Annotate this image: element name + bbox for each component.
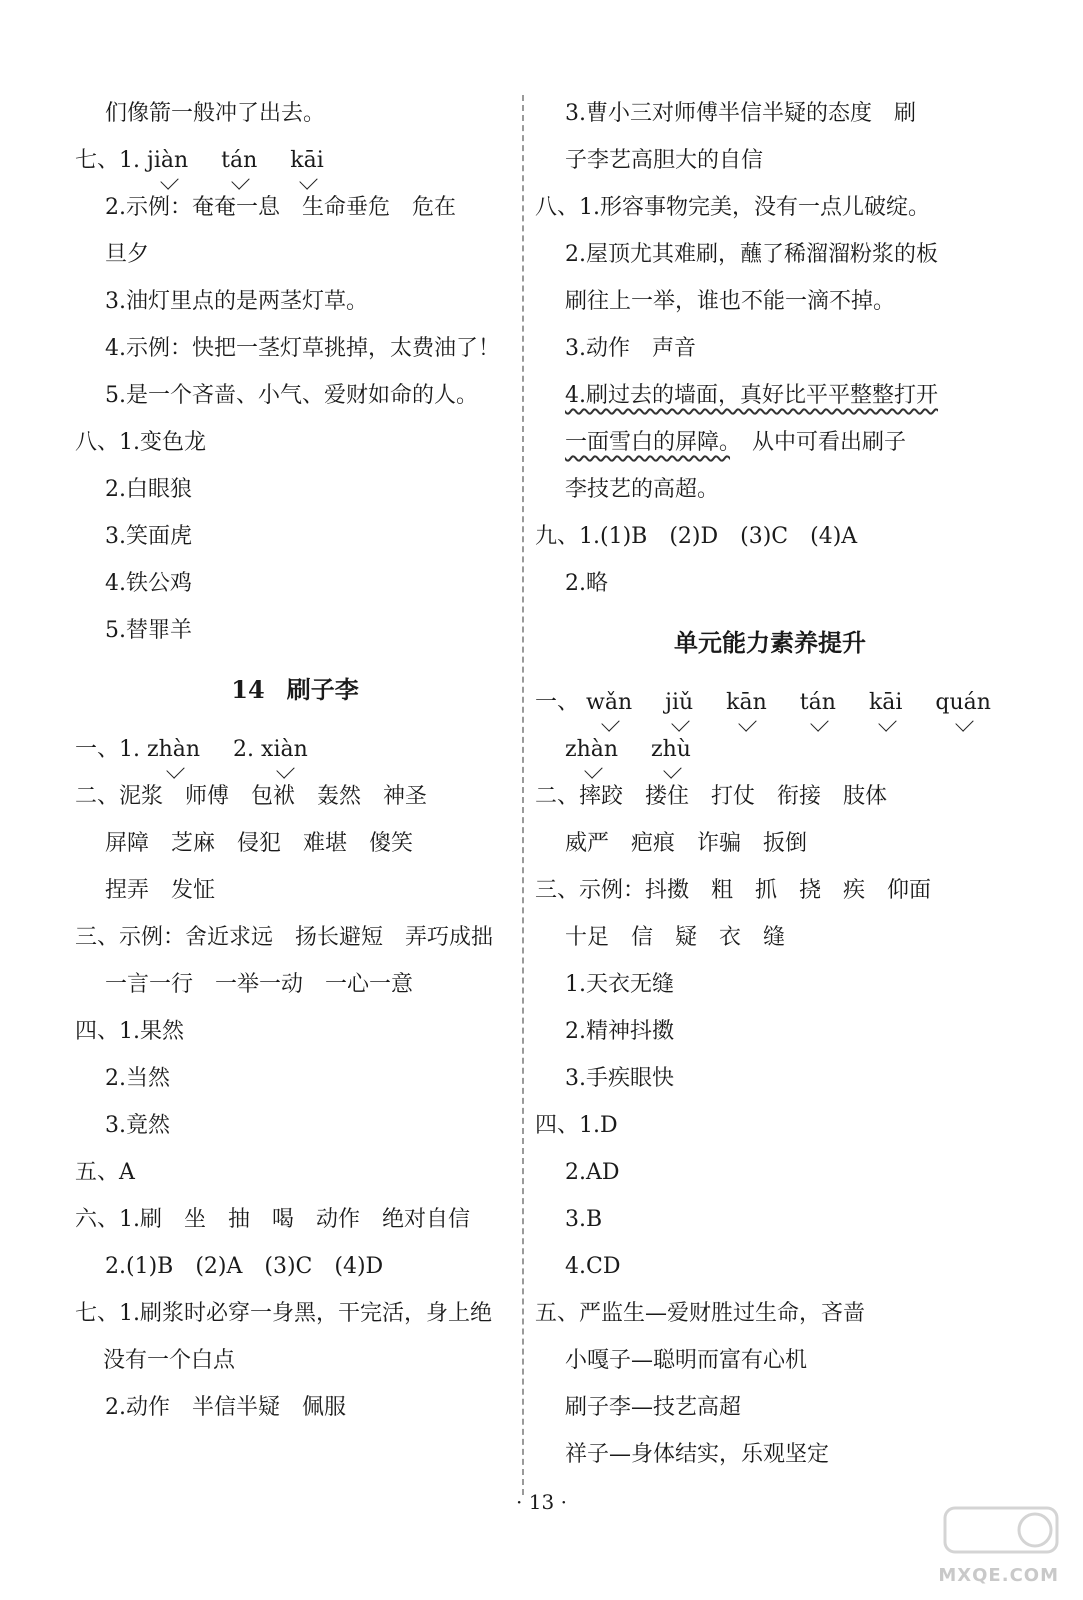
answer-line: 2.动作 半信半疑 佩服 xyxy=(105,1395,346,1420)
answer-line: 3.笑面虎 xyxy=(105,524,192,549)
answer-line: 捏弄 发怔 xyxy=(105,878,216,903)
pinyin-answer: xiàn xyxy=(261,726,308,773)
pinyin-answer: kān xyxy=(726,679,767,726)
answer-line: 们像箭一般冲了出去。 xyxy=(105,101,326,126)
answer-line: 2.精神抖擞 xyxy=(565,1019,674,1044)
pinyin-answer: jiàn xyxy=(147,137,188,184)
answer-line: 4.示例：快把一茎灯草挑掉，太费油了！ xyxy=(105,336,500,361)
answer-line: 屏障 芝麻 侵犯 难堪 傻笑 xyxy=(105,831,414,856)
answer-line: 3.手疾眼快 xyxy=(565,1066,674,1091)
right-column xyxy=(535,90,1005,1478)
answer-line: 十足 信 疑 衣 缝 xyxy=(565,925,786,950)
answer-line: 3.曹小三对师傅半信半疑的态度 刷 xyxy=(565,101,916,126)
answer-line: 3.竟然 xyxy=(105,1113,170,1138)
item-number: 七、1. xyxy=(75,148,140,173)
pinyin-answer: kāi xyxy=(869,679,902,726)
pinyin-answer: tán xyxy=(800,679,836,726)
answer-line: 旦夕 xyxy=(105,242,150,267)
lesson-number: 14 xyxy=(231,675,265,704)
answer-line: 2.略 xyxy=(565,571,608,596)
wavy-underlined-text: 4.刷过去的墙面，真好比平平整整打开 xyxy=(565,383,938,408)
item-number: 一、1. xyxy=(75,737,140,762)
answer-line: 四、1.D xyxy=(535,1113,618,1138)
pinyin-answer: zhù xyxy=(651,726,691,773)
answer-line: 5.是一个吝啬、小气、爱财如命的人。 xyxy=(105,383,478,408)
answer-line: 2.屋顶尤其难刷，蘸了稀溜溜粉浆的板 xyxy=(565,242,938,267)
section-heading xyxy=(75,654,515,726)
lesson-title: 刷子李 xyxy=(286,676,359,704)
watermark-stamp-icon xyxy=(905,1500,1065,1560)
item-number: 一、 xyxy=(535,690,580,715)
answer-line: 1.天衣无缝 xyxy=(565,972,674,997)
answer-line: 五、严监生—爱财胜过生命，吝啬 xyxy=(535,1301,866,1326)
answer-line: 威严 疤痕 诈骗 扳倒 xyxy=(565,831,808,856)
answer-line: 三、示例：舍近求远 扬长避短 弄巧成拙 xyxy=(75,925,494,950)
answer-line: 刷子李—技艺高超 xyxy=(565,1395,742,1420)
answer-line: 没有一个白点 xyxy=(103,1348,236,1373)
answer-line: 2.示例：奄奄一息 生命垂危 危在 xyxy=(105,195,456,220)
answer-line: 祥子—身体结实，乐观坚定 xyxy=(565,1442,830,1467)
answer-line: 小嘎子—聪明而富有心机 xyxy=(565,1348,808,1373)
pinyin-answer: tán xyxy=(221,137,257,184)
answer-line: 2.当然 xyxy=(105,1066,170,1091)
pinyin-answer: quán xyxy=(935,679,991,726)
pinyin-answer: zhàn xyxy=(565,726,618,773)
answer-line: 4.铁公鸡 xyxy=(105,571,192,596)
wavy-underlined-text: 一面雪白的屏障。 xyxy=(565,430,731,455)
answer-line xyxy=(535,372,1005,419)
answer-line: 2.AD xyxy=(565,1160,620,1185)
answer-line: 五、A xyxy=(75,1160,135,1185)
section-heading: 单元能力素养提升 xyxy=(674,629,866,657)
answer-line: 九、1.(1)B (2)D (3)C (4)A xyxy=(535,524,858,549)
answer-line: 2.白眼狼 xyxy=(105,477,192,502)
answer-line: 子李艺高胆大的自信 xyxy=(565,148,764,173)
answer-line: 3.B xyxy=(565,1207,603,1232)
answer-line: 七、1.刷浆时必穿一身黑，干完活，身上绝 xyxy=(75,1301,492,1326)
page-number: · 13 · xyxy=(516,1490,567,1514)
watermark-logo xyxy=(905,1500,1065,1590)
answer-line: 二、泥浆 师傅 包袱 轰然 神圣 xyxy=(75,784,428,809)
answer-line: 八、1.形容事物完美，没有一点儿破绽。 xyxy=(535,195,930,220)
answer-line: 3.动作 声音 xyxy=(565,336,696,361)
answer-line: 一面雪白的屏障。 从中可看出刷子 xyxy=(565,430,907,455)
column-divider xyxy=(522,95,524,1495)
pinyin-answer: wǎn xyxy=(586,679,632,726)
answer-line: 2.(1)B (2)A (3)C (4)D xyxy=(105,1254,384,1279)
answer-line: 3.油灯里点的是两茎灯草。 xyxy=(105,289,368,314)
answer-line-pinyin xyxy=(75,726,515,773)
item-number: 2. xyxy=(233,737,255,762)
answer-line-pinyin xyxy=(75,137,515,184)
answer-line: 四、1.果然 xyxy=(75,1019,184,1044)
answer-line: 4.CD xyxy=(565,1254,621,1279)
answer-line: 李技艺的高超。 xyxy=(565,477,720,502)
watermark-text: MXQE.COM xyxy=(938,1565,1059,1586)
answer-line: 二、摔跤 搂住 打仗 衔接 肢体 xyxy=(535,784,888,809)
left-column xyxy=(75,90,515,1431)
answer-line: 一言一行 一举一动 一心一意 xyxy=(105,972,414,997)
pinyin-answer: kāi xyxy=(290,137,323,184)
pinyin-answer: jiǔ xyxy=(665,679,693,726)
answer-line-pinyin xyxy=(535,726,1005,773)
answer-line-pinyin xyxy=(535,679,1005,726)
answer-line: 六、1.刷 坐 抽 喝 动作 绝对自信 xyxy=(75,1207,470,1232)
answer-line: 三、示例：抖擞 粗 抓 挠 疾 仰面 xyxy=(535,878,932,903)
answer-line: 八、1.变色龙 xyxy=(75,430,206,455)
pinyin-answer: zhàn xyxy=(147,726,200,773)
answer-line: 5.替罪羊 xyxy=(105,618,192,643)
answer-line: 刷往上一举，谁也不能一滴不掉。 xyxy=(565,289,896,314)
